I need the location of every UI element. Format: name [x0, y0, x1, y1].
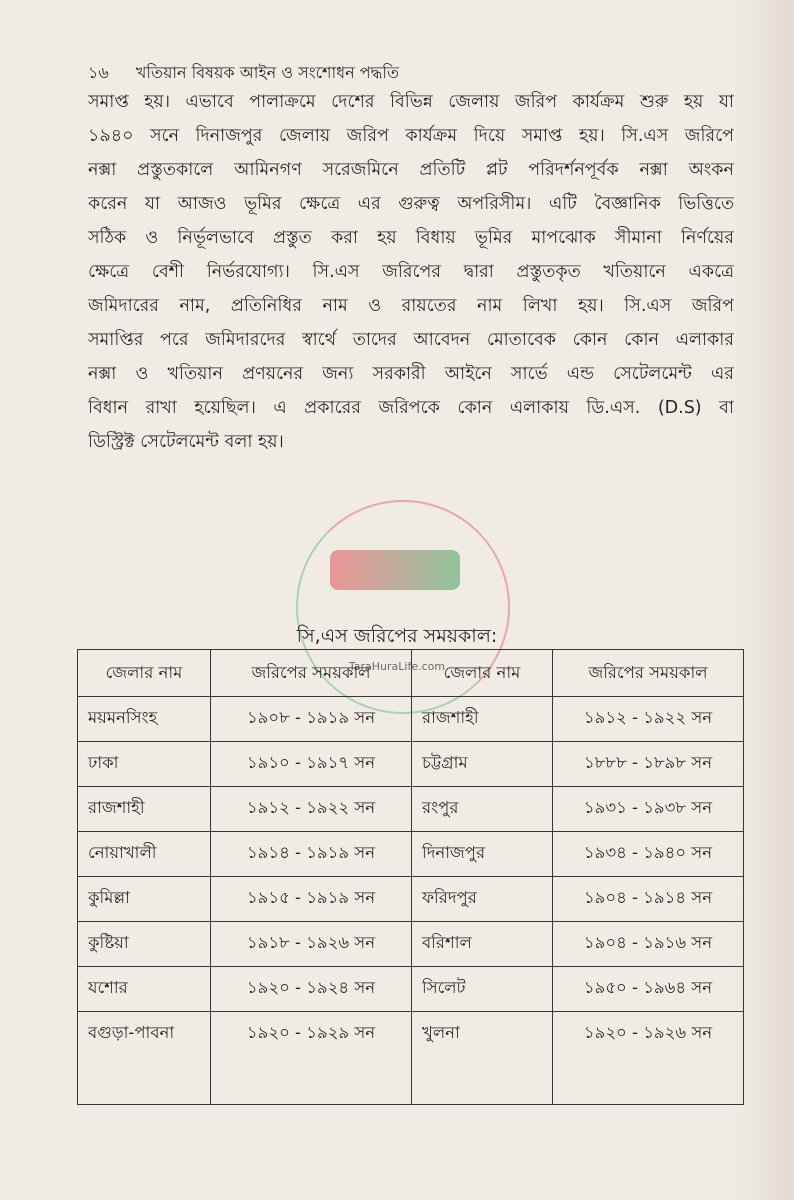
district-name-cell: নোয়াখালী — [78, 832, 211, 877]
district-name-cell: খুলনা — [412, 1012, 553, 1105]
district-name-cell: যশোর — [78, 967, 211, 1012]
table-header-row — [78, 650, 744, 697]
page-number: ১৬ — [88, 63, 109, 82]
district-name-cell: রাজশাহী — [78, 787, 211, 832]
running-title: খতিয়ান বিষয়ক আইন ও সংশোধন পদ্ধতি — [135, 63, 399, 82]
running-header — [88, 60, 399, 87]
table-row — [78, 832, 744, 877]
paragraph-line: সঠিক ও নির্ভূলভাবে প্রস্তুত করা হয় বিধায় ভূমির মাপঝোক সীমানা নির্ণয়ের — [88, 228, 734, 248]
survey-period-cell: ১৯৩১ - ১৯৩৮ সন — [553, 787, 744, 832]
district-name-cell: বগুড়া-পাবনা — [78, 1012, 211, 1105]
table-row — [78, 742, 744, 787]
survey-period-cell: ১৯১২ - ১৯২২ সন — [211, 787, 412, 832]
table-row — [78, 697, 744, 742]
survey-period-cell: ১৯০৮ - ১৯১৯ সন — [211, 697, 412, 742]
survey-period-cell: ১৯১৫ - ১৯১৯ সন — [211, 877, 412, 922]
survey-period-cell: ১৯০৪ - ১৯১৪ সন — [553, 877, 744, 922]
district-name-cell: ঢাকা — [78, 742, 211, 787]
survey-period-cell: ১৯৩৪ - ১৯৪০ সন — [553, 832, 744, 877]
survey-period-cell: ১৯১২ - ১৯২২ সন — [553, 697, 744, 742]
table-row — [78, 787, 744, 832]
paragraph-line: ক্ষেত্রে বেশী নির্ভরযোগ্য। সি.এস জরিপের দ্বারা প্রস্তুতকৃত খতিয়ানে একত্রে — [88, 262, 734, 282]
column-header: জেলার নাম — [412, 650, 553, 697]
body-paragraph — [88, 88, 734, 462]
district-name-cell: চট্টগ্রাম — [412, 742, 553, 787]
survey-period-cell: ১৯১৮ - ১৯২৬ সন — [211, 922, 412, 967]
column-header: জেলার নাম — [78, 650, 211, 697]
watermark-text: TaraHuraLife.com — [348, 660, 446, 673]
district-name-cell: কুমিল্লা — [78, 877, 211, 922]
table-row — [78, 967, 744, 1012]
district-name-cell: কুষ্টিয়া — [78, 922, 211, 967]
district-name-cell: রাজশাহী — [412, 697, 553, 742]
paragraph-line: বিধান রাখা হয়েছিল। এ প্রকারের জরিপকে কোন এলাকায় ডি.এস. (D.S) বা — [88, 398, 734, 418]
table-row — [78, 877, 744, 922]
watermark-logo — [330, 550, 460, 590]
district-name-cell: রংপুর — [412, 787, 553, 832]
survey-period-cell: ১৯১৪ - ১৯১৯ সন — [211, 832, 412, 877]
paragraph-line: সমাপ্তির পরে জমিদারদের স্বার্থে তাদের আবেদন মোতাবেক কোন কোন এলাকার — [88, 330, 734, 350]
district-name-cell: ময়মনসিংহ — [78, 697, 211, 742]
survey-period-cell: ১৯২০ - ১৯২৯ সন — [211, 1012, 412, 1105]
district-name-cell: সিলেট — [412, 967, 553, 1012]
paragraph-line: করেন যা আজও ভূমির ক্ষেত্রে এর গুরুত্ব অপরিসীম। এটি বৈজ্ঞানিক ভিত্তিতে — [88, 194, 734, 214]
district-name-cell: দিনাজপুর — [412, 832, 553, 877]
survey-period-cell: ১৮৮৮ - ১৮৯৮ সন — [553, 742, 744, 787]
survey-period-cell: ১৯২০ - ১৯২৬ সন — [553, 1012, 744, 1105]
table-row — [78, 1012, 744, 1105]
survey-period-cell: ১৯০৪ - ১৯১৬ সন — [553, 922, 744, 967]
paragraph-line: জমিদারের নাম, প্রতিনিধির নাম ও রায়তের নাম লিখা হয়। সি.এস জরিপ — [88, 296, 734, 316]
survey-period-table — [77, 649, 744, 1105]
paragraph-line: নক্সা ও খতিয়ান প্রণয়নের জন্য সরকারী আইনে সার্ভে এন্ড সেটেলমেন্ট এর — [88, 364, 734, 384]
survey-period-cell: ১৯২০ - ১৯২৪ সন — [211, 967, 412, 1012]
paragraph-line: নক্সা প্রস্তুতকালে আমিনগণ সরেজমিনে প্রতিটি প্লট পরিদর্শনপূর্বক নক্সা অংকন — [88, 160, 734, 180]
survey-period-cell: ১৯১০ - ১৯১৭ সন — [211, 742, 412, 787]
district-name-cell: ফরিদপুর — [412, 877, 553, 922]
survey-period-cell: ১৯৫০ - ১৯৬৪ সন — [553, 967, 744, 1012]
table-row — [78, 922, 744, 967]
table-caption: সি,এস জরিপের সময়কাল: — [296, 625, 498, 647]
paragraph-line: ডিস্ট্রিক্ট সেটেলমেন্ট বলা হয়। — [88, 432, 284, 452]
column-header: জরিপের সময়কাল — [553, 650, 744, 697]
paragraph-line: সমাপ্ত হয়। এভাবে পালাক্রমে দেশের বিভিন্ন জেলায় জরিপ কার্যক্রম শুরু হয় যা — [88, 92, 734, 112]
column-header: জরিপের সময়কাল — [211, 650, 412, 697]
paragraph-line: ১৯৪০ সনে দিনাজপুর জেলায় জরিপ কার্যক্রম দিয়ে সমাপ্ত হয়। সি.এস জরিপে — [88, 126, 734, 146]
district-name-cell: বরিশাল — [412, 922, 553, 967]
